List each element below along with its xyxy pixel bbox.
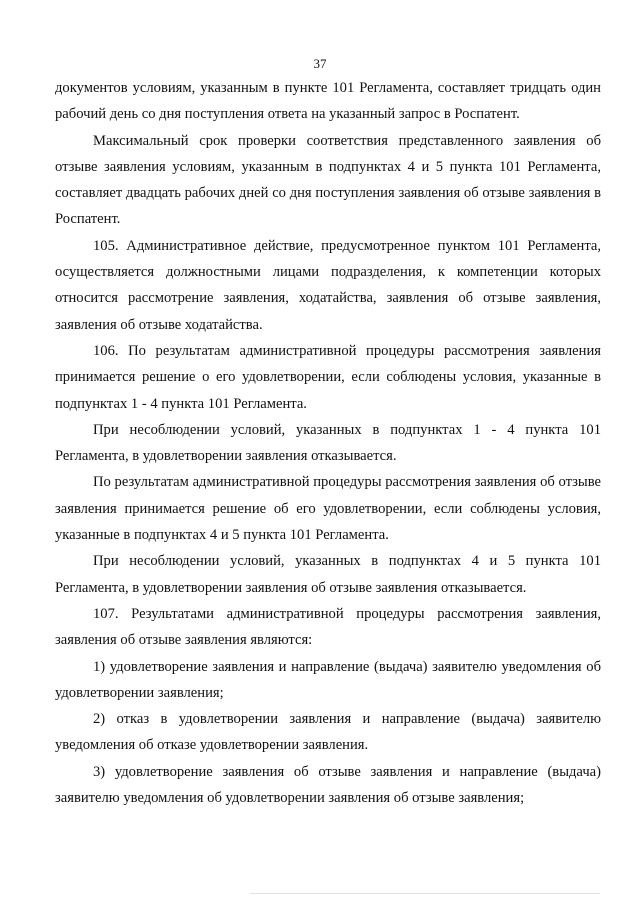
paragraph-105: 105. Административное действие, предусмотренное пунктом 101 Регламента, осуществляется должностными лицами подразделения, к компетенции которых относится рассмотрение заявления, ходатайства, заявления об отзыве заявления, заявления об отзыве ходатайства. — [55, 237, 601, 333]
paragraph-max-term: Максимальный срок проверки соответствия представленного заявления об отзыве заявления условиям, указанным в подпунктах 4 и 5 пункта 101 Регламента, составляет двадцать рабочих дней со дня поступления заявления об отзыве заявления в Роспатент. — [55, 132, 601, 228]
list-item-2: 2) отказ в удовлетворении заявления и направление (выдача) заявителю уведомления об отказе удовлетворении заявления. — [55, 711, 601, 754]
paragraph-107: 107. Результатами административной процедуры рассмотрения заявления, заявления об отзыве заявления являются: — [55, 605, 601, 649]
paragraph-106: 106. По результатам административной процедуры рассмотрения заявления принимается решение о его удовлетворении, если соблюдены условия, указанные в подпунктах 1 - 4 пункта 101 Регламента. — [55, 342, 601, 412]
document-body — [55, 75, 601, 811]
list-item-3: 3) удовлетворение заявления об отзыве заявления и направление (выдача) заявителю уведомления об удовлетворении заявления об отзыве заявления; — [55, 763, 601, 807]
paragraph-continuation: документов условиям, указанным в пункте 101 Регламента, составляет тридцать один рабочий день со дня поступления ответа на указанный запрос в Роспатент. — [55, 80, 601, 123]
paragraph-106-withdrawal: По результатам административной процедуры рассмотрения заявления об отзыве заявления принимается решение об его удовлетворении, если соблюдены условия, указанные в подпунктах 4 и 5 пункта 101 Регламента. — [55, 474, 601, 544]
list-item-1: 1) удовлетворение заявления и направление (выдача) заявителю уведомления об удовлетворении заявления; — [55, 658, 601, 701]
paragraph-106-refusal: При несоблюдении условий, указанных в подпунктах 1 - 4 пункта 101 Регламента, в удовлетворении заявления отказывается. — [55, 421, 601, 465]
paragraph-106-withdrawal-refusal: При несоблюдении условий, указанных в подпунктах 4 и 5 пункта 101 Регламента, в удовлетворении заявления об отзыве заявления отказывается. — [55, 553, 601, 596]
page-number: 37 — [313, 56, 327, 71]
bottom-divider — [250, 893, 600, 894]
